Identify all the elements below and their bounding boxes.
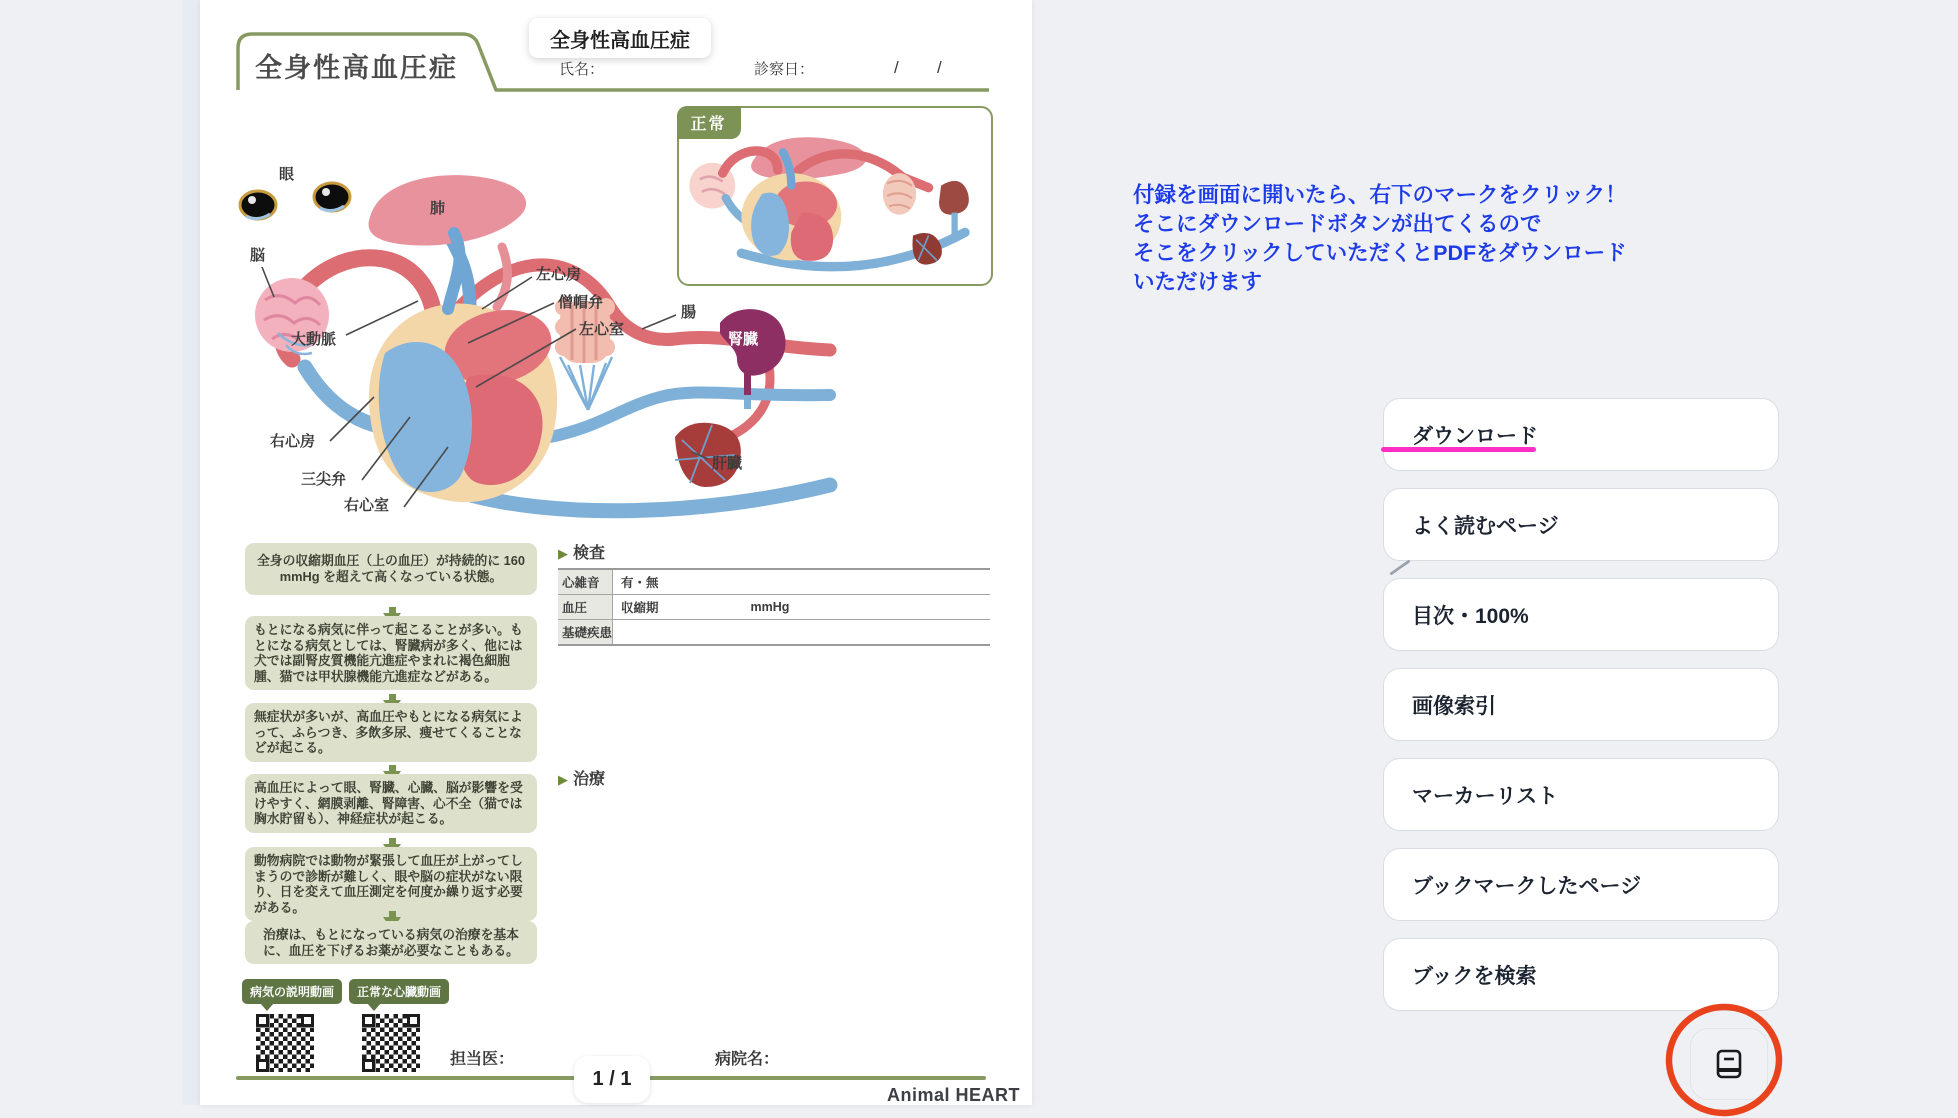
menu-item-frequent-pages[interactable]: よく読むページ bbox=[1383, 488, 1779, 561]
table-row: 血圧 収縮期 mmHg bbox=[558, 595, 990, 620]
pink-highlight-underline bbox=[1381, 447, 1536, 452]
doctor-label: 担当医： bbox=[450, 1051, 515, 1068]
page-title: 全身性高血圧症 bbox=[255, 53, 458, 83]
date-slash-1: / bbox=[894, 58, 899, 77]
instruction-line: そこをクリックしていただくとPDFをダウンロード bbox=[1133, 241, 1627, 265]
menu-item-marker-list[interactable]: マーカーリスト bbox=[1383, 758, 1779, 831]
video-tag-normal-heart: 正常な心臓動画 bbox=[349, 979, 449, 1004]
label-tricuspid-valve: 三尖弁 bbox=[301, 471, 347, 488]
menu-item-image-index[interactable]: 画像索引 bbox=[1383, 668, 1779, 741]
label-eye: 眼 bbox=[279, 166, 295, 183]
label-brain: 脳 bbox=[250, 247, 266, 264]
download-instructions bbox=[1133, 181, 1713, 297]
flow-box-causes: もとになる病気に伴って起こることが多い。もとになる病気としては、腎臓病が多く、他には犬では副腎皮質機能亢進症やまれに褐色細胞腫、猫では甲状腺機能亢進症などがある。 bbox=[245, 616, 537, 690]
qr-code-normal-heart-video bbox=[360, 1012, 422, 1074]
table-row: 基礎疾患 bbox=[558, 620, 990, 644]
video-tag-disease: 病気の説明動画 bbox=[242, 979, 342, 1004]
page-indicator: 1 / 1 bbox=[574, 1056, 650, 1103]
flow-box-effects: 高血圧によって眼、腎臓、心臓、脳が影響を受けやすく、網膜剥離、腎障害、心不全（猫では胸水貯留も）、神経症状が起こる。 bbox=[245, 774, 537, 833]
normal-badge: 正常 bbox=[677, 106, 741, 139]
label-left-ventricle: 左心室 bbox=[579, 321, 625, 338]
eye-right bbox=[314, 183, 350, 211]
date-field-label: 診察日： bbox=[754, 61, 815, 78]
menu-item-search-book[interactable]: ブックを検索 bbox=[1383, 938, 1779, 1011]
animal-heart-logo: Animal HEART bbox=[887, 1085, 1021, 1105]
label-aorta: 大動脈 bbox=[291, 331, 337, 348]
instruction-line: そこにダウンロードボタンが出てくるので bbox=[1133, 212, 1542, 236]
intestine-shape bbox=[555, 298, 615, 410]
triangle-marker-icon: ▶ bbox=[558, 546, 568, 561]
treatment-heading: ▶ 治療 bbox=[558, 771, 606, 788]
label-mitral-valve: 僧帽弁 bbox=[558, 294, 604, 311]
exam-table bbox=[558, 568, 990, 646]
label-liver: 肝臓 bbox=[712, 455, 743, 472]
instruction-line: いただけます bbox=[1133, 270, 1263, 294]
page-title-tooltip: 全身性高血圧症 bbox=[529, 18, 711, 58]
qr-code-disease-video bbox=[254, 1012, 316, 1074]
table-row: 心雑音 有・無 bbox=[558, 570, 990, 595]
triangle-marker-icon: ▶ bbox=[558, 772, 568, 787]
label-right-atrium: 右心房 bbox=[270, 433, 316, 450]
hospital-label: 病院名： bbox=[715, 1051, 780, 1068]
label-intestine: 腸 bbox=[681, 304, 697, 321]
eye-left bbox=[240, 191, 276, 219]
label-left-atrium: 左心房 bbox=[536, 266, 582, 283]
name-field-label: 氏名： bbox=[559, 61, 605, 78]
exam-heading: ▶ 検査 bbox=[558, 545, 606, 562]
instruction-line: 付録を画面に開いたら、右下のマークをクリック！ bbox=[1133, 183, 1627, 207]
document-page bbox=[200, 0, 1032, 1105]
flow-box-treatment: 治療は、もとになっている病気の治療を基本に、血圧を下げるお薬が必要なこともある。 bbox=[245, 921, 537, 964]
label-lung: 肺 bbox=[430, 200, 446, 217]
pencil-annotation-mark bbox=[1389, 559, 1410, 575]
flow-box-diagnosis: 動物病院では動物が緊張して血圧が上がってしまうので診断が難しく、眼や脳の症状がない限り、日を変えて血圧測定を何度か繰り返す必要がある。 bbox=[245, 847, 537, 921]
label-kidney: 腎臓 bbox=[728, 331, 759, 348]
flow-box-definition: 全身の収縮期血圧（上の血圧）が持続的に 160 mmHg を超えて高くなっている状態。 bbox=[245, 543, 537, 595]
date-slash-2: / bbox=[937, 58, 942, 77]
label-right-ventricle: 右心室 bbox=[344, 497, 390, 514]
menu-item-toc-zoom[interactable]: 目次・100% bbox=[1383, 578, 1779, 651]
book-icon bbox=[1715, 1048, 1743, 1080]
menu-item-bookmarked-pages[interactable]: ブックマークしたページ bbox=[1383, 848, 1779, 921]
menu-item-download[interactable]: ダウンロード bbox=[1383, 398, 1779, 471]
flow-box-symptoms: 無症状が多いが、高血圧やもとになる病気によって、ふらつき、多飲多尿、痩せてくることなどが起こる。 bbox=[245, 703, 537, 762]
page-edge-strip bbox=[182, 0, 200, 1105]
book-menu-button[interactable] bbox=[1690, 1028, 1768, 1100]
